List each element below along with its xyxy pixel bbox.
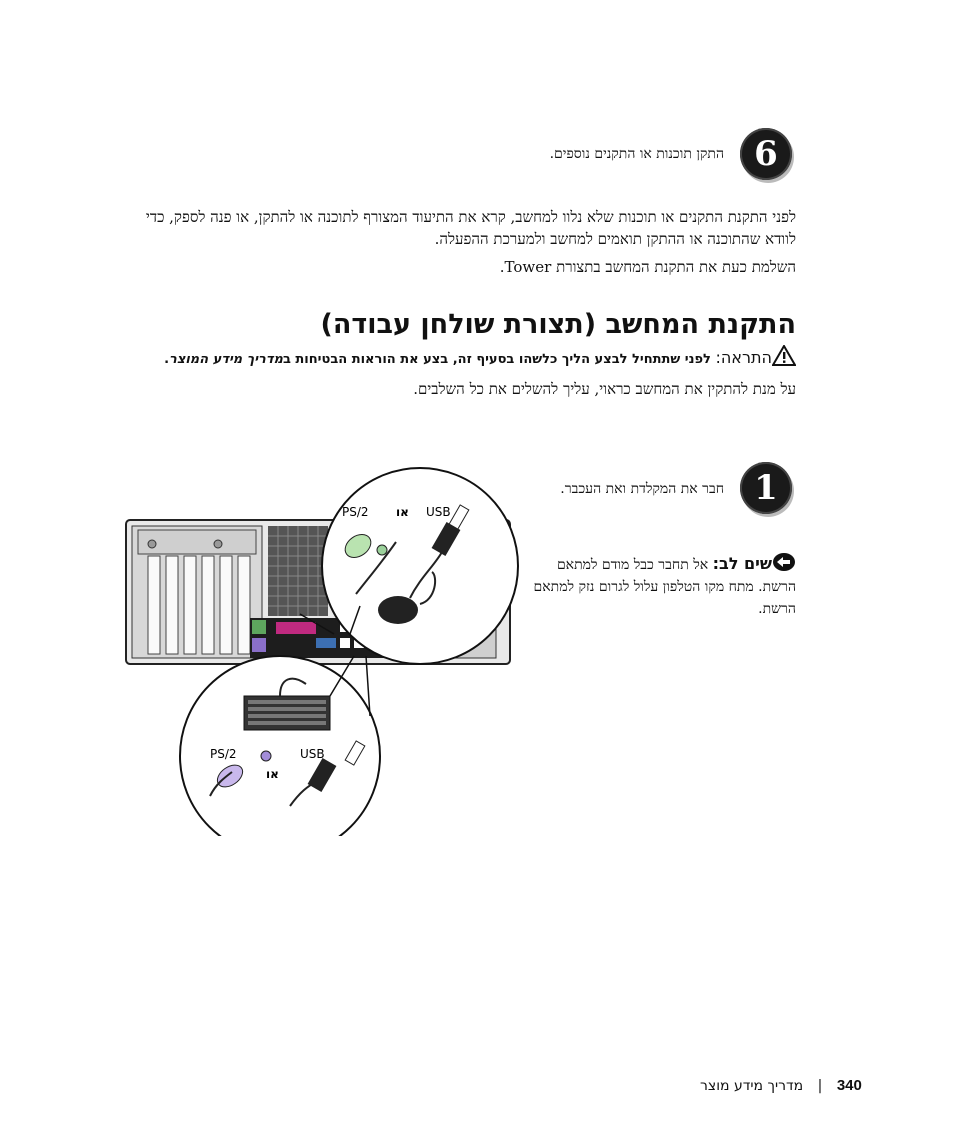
footer-separator: |: [817, 1078, 823, 1094]
step-1-text: חבר את המקלדת ואת העכבר.: [560, 481, 724, 497]
mouse-callout: [322, 468, 518, 664]
step-6-text: התקן תוכנות או התקנים נוספים.: [549, 146, 724, 162]
section-title: התקנת המחשב (תצורת שולחן עבודה): [320, 309, 796, 340]
keyboard-usb-label: USB: [300, 747, 325, 761]
step-1-badge: 1: [740, 462, 792, 514]
notice-label: שים לב:: [712, 554, 772, 573]
notice-arrow-icon: [772, 552, 796, 572]
warning-triangle-icon: [772, 345, 796, 366]
notice-text: אל תחבר כבל מודם למתאם הרשת. מתח מקו הטלפון עלול לגרום נזק למתאם הרשת.: [533, 557, 796, 617]
keyboard-mouse-connection-illustration: [120, 466, 520, 836]
intro-paragraph-2: השלמת כעת את התקנת המחשב בתצורת Tower.: [499, 258, 796, 276]
warning-end: .: [164, 352, 170, 367]
step-6-badge: 6: [740, 128, 792, 180]
warning-text: לפני שתתחיל לבצע הליך כלשהו בסעיף זה, בצע את הוראות הבטיחות ב: [282, 352, 711, 367]
notice-block: [528, 552, 796, 620]
intro-paragraph-1: לפני התקנת התקנים או תוכנות שלא נלוו למחשב, קרא את התיעוד המצורף לתוכנה או להתקן, או פנה לספק, כדי לוודא שהתוכנה או ההתקן תואמים למחשב ולמערכת ההפעלה.: [145, 208, 796, 248]
mouse-usb-label: USB: [426, 505, 451, 519]
warning-line: [96, 345, 796, 367]
intro-2: על מנת להתקין את המחשב כראוי, עליך להשלים את כל השלבים.: [413, 380, 796, 398]
footer-guide-name: מדריך מידע מוצר: [700, 1078, 804, 1094]
page-footer: [700, 1077, 890, 1094]
keyboard-or-label: או: [266, 767, 279, 781]
warning-guide-name: מדריך מידע המוצר: [169, 352, 283, 367]
warning-label: התראה:: [715, 348, 772, 367]
keyboard-ps2-label: PS/2: [210, 747, 237, 761]
mouse-or-label: או: [396, 505, 409, 519]
page-number: 340: [836, 1077, 862, 1094]
mouse-ps2-label: PS/2: [342, 505, 369, 519]
keyboard-callout: [180, 656, 380, 836]
